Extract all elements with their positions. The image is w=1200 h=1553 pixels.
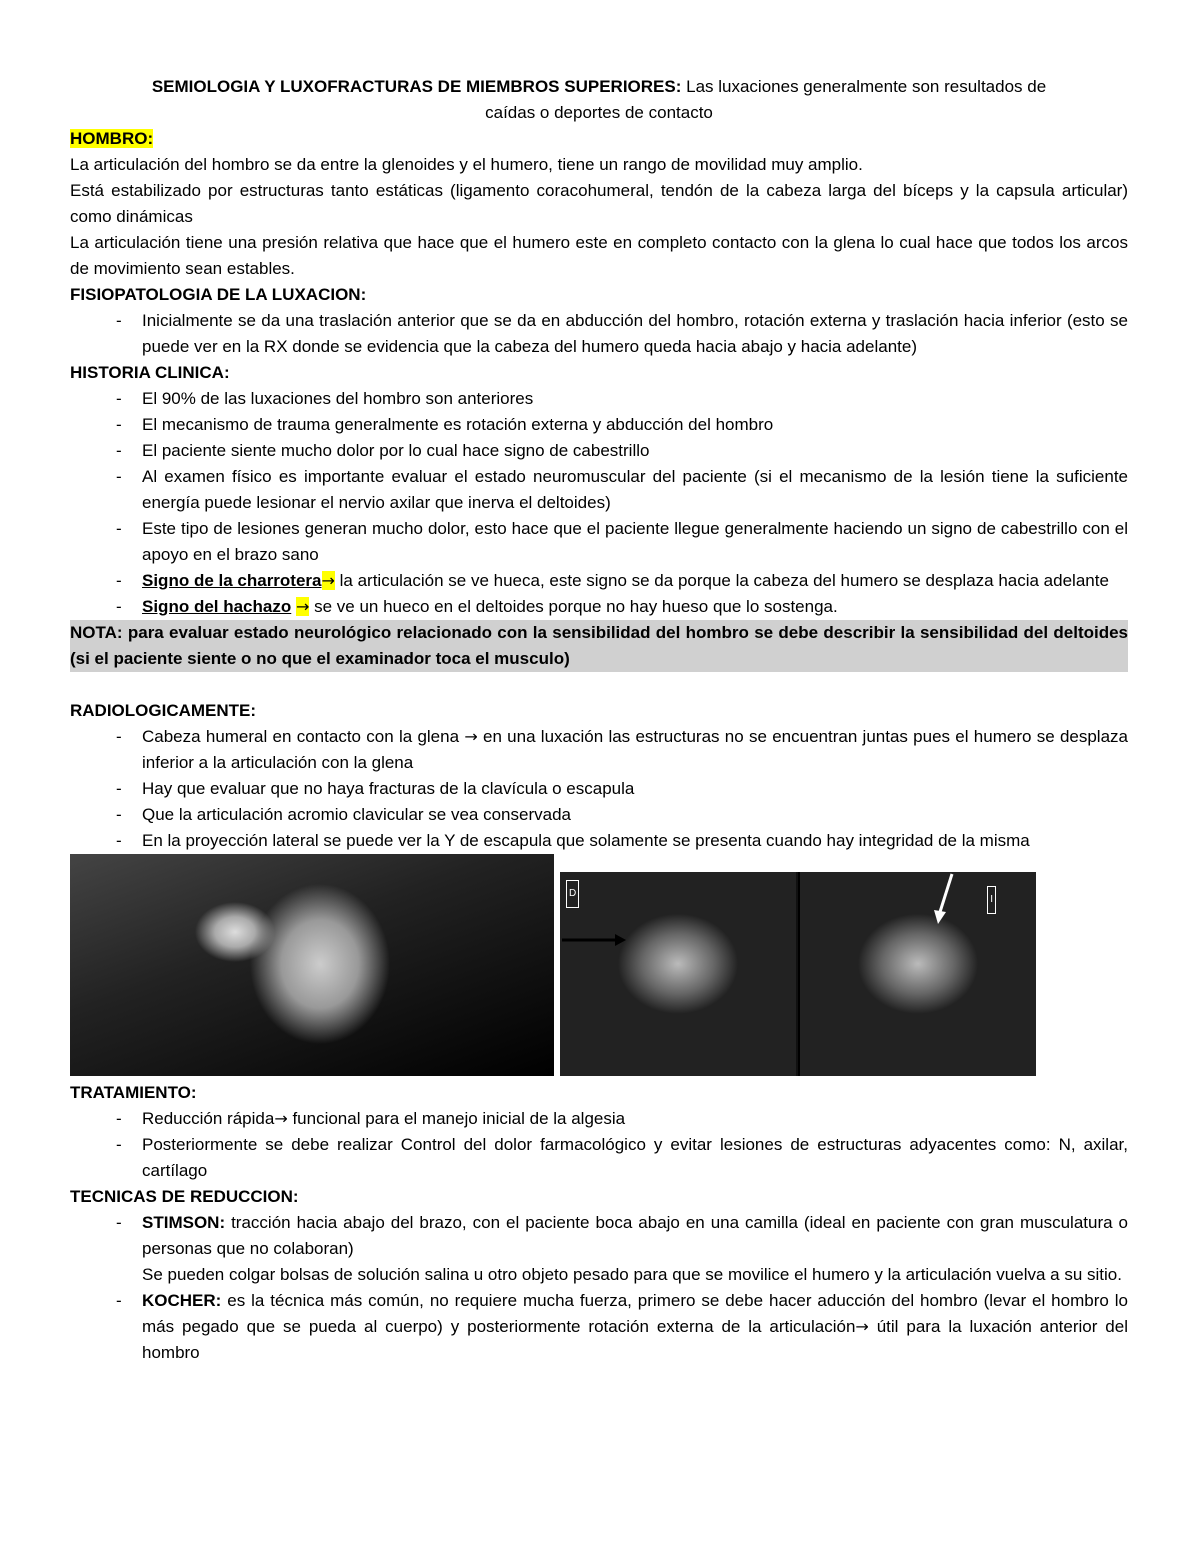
list-item-charrotera: - Signo de la charrotera→ la articulación se ve hueca, este signo se da porque la cabeza del humero se desplaza hacia adelante bbox=[70, 568, 1128, 594]
list-item: - Inicialmente se da una traslación anterior que se da en abducción del hombro, rotación externa y traslación hacia inferior (esto se puede ver en la RX donde se evidencia que la cabeza del humero queda hacia abajo y hacia adelante) bbox=[70, 308, 1128, 360]
hachazo-label: Signo del hachazo bbox=[142, 597, 292, 616]
list-item-stimson: - STIMSON: tracción hacia abajo del brazo, con el paciente boca abajo en una camilla (ideal en paciente con gran musculatura o personas que no colaboran) Se pueden colgar bolsas de solución salina u otro objeto pesado para que se movilice el humero y la articulación vuelva a su sitio. bbox=[70, 1210, 1128, 1288]
list-item: - Este tipo de lesiones generan mucho dolor, esto hace que el paciente llegue generalmente haciendo un signo de cabestrillo con el apoyo en el brazo sano bbox=[70, 516, 1128, 568]
list-item: - Hay que evaluar que no haya fracturas de la clavícula o escapula bbox=[70, 776, 1128, 802]
list-item: - Que la articulación acromio clavicular se vea conservada bbox=[70, 802, 1128, 828]
arrow-right-icon: → bbox=[855, 1317, 869, 1336]
radiologicamente-list bbox=[70, 724, 1128, 854]
document-title bbox=[70, 74, 1128, 126]
list-item-kocher: - KOCHER: es la técnica más común, no requiere mucha fuerza, primero se debe hacer aducción del hombro (levar el hombro lo más pegado que se pueda al cuerpo) y posteriormente rotación externa de la articulación→ útil para la luxación anterior del hombro bbox=[70, 1288, 1128, 1366]
document-content bbox=[70, 74, 1128, 1366]
historia-list bbox=[70, 386, 1128, 620]
xray-images bbox=[70, 854, 1128, 1080]
title-rest-2: caídas o deportes de contacto bbox=[485, 103, 713, 122]
list-item: - El 90% de las luxaciones del hombro son anteriores bbox=[70, 386, 1128, 412]
tecnicas-list bbox=[70, 1210, 1128, 1366]
list-item: - Reducción rápida→ funcional para el manejo inicial de la algesia bbox=[70, 1106, 1128, 1132]
list-item: - Posteriormente se debe realizar Control del dolor farmacológico y evitar lesiones de estructuras adyacentes como: N, axilar, cartílago bbox=[70, 1132, 1128, 1184]
xray-label-left: D bbox=[566, 880, 579, 908]
list-item: - Al examen físico es importante evaluar el estado neuromuscular del paciente (si el mecanismo de la lesión tiene la suficiente energía puede lesionar el nervio axilar que inerva el deltoides) bbox=[70, 464, 1128, 516]
hombro-p2: Está estabilizado por estructuras tanto estáticas (ligamento coracohumeral, tendón de la cabeza larga del bíceps y la capsula articular) como dinámicas bbox=[70, 181, 1128, 226]
charrotera-label: Signo de la charrotera bbox=[142, 571, 322, 590]
arrow-right-icon: → bbox=[274, 1109, 288, 1128]
xray-label-right: I bbox=[987, 886, 996, 914]
arrow-right-icon: → bbox=[295, 597, 310, 616]
nota-box: NOTA: para evaluar estado neurológico relacionado con la sensibilidad del hombro se debe describir la sensibilidad del deltoides (si el paciente siente o no que el examinador toca el musculo) bbox=[70, 620, 1128, 672]
xray-arrows bbox=[560, 872, 1036, 1076]
title-rest-1: Las luxaciones generalmente son resultados de bbox=[681, 77, 1047, 96]
list-item: - El paciente siente mucho dolor por lo cual hace signo de cabestrillo bbox=[70, 438, 1128, 464]
bilateral-shoulder-xray-image bbox=[560, 872, 1036, 1076]
list-item: - Cabeza humeral en contacto con la glena → en una luxación las estructuras no se encuentran juntas pues el humero se desplaza inferior a la articulación con la glena bbox=[70, 724, 1128, 776]
fisiopatologia-heading: FISIOPATOLOGIA DE LA LUXACION: bbox=[70, 285, 367, 304]
hombro-heading: HOMBRO: bbox=[70, 129, 154, 148]
list-item-hachazo: - Signo del hachazo → se ve un hueco en el deltoides porque no hay hueso que lo sostenga. bbox=[70, 594, 1128, 620]
hombro-p3: La articulación tiene una presión relativa que hace que el humero este en completo contacto con la glena lo cual hace que todos los arcos de movimiento sean estables. bbox=[70, 233, 1128, 278]
radiologicamente-heading: RADIOLOGICAMENTE: bbox=[70, 701, 257, 720]
title-bold: SEMIOLOGIA Y LUXOFRACTURAS DE MIEMBROS SUPERIORES: bbox=[151, 77, 682, 96]
fisiopatologia-list bbox=[70, 308, 1128, 360]
tratamiento-list bbox=[70, 1106, 1128, 1184]
arrow-right-icon: → bbox=[321, 571, 335, 590]
historia-heading: HISTORIA CLINICA: bbox=[70, 363, 230, 382]
list-item: - El mecanismo de trauma generalmente es rotación externa y abducción del hombro bbox=[70, 412, 1128, 438]
shoulder-xray-image bbox=[70, 854, 554, 1076]
xray-arrow-down-icon bbox=[940, 874, 952, 912]
arrow-right-icon: → bbox=[464, 727, 478, 746]
tratamiento-heading: TRATAMIENTO: bbox=[70, 1083, 197, 1102]
list-item: - En la proyección lateral se puede ver la Y de escapula que solamente se presenta cuando hay integridad de la misma bbox=[70, 828, 1128, 854]
tecnicas-heading: TECNICAS DE REDUCCION: bbox=[70, 1187, 299, 1206]
hombro-p1: La articulación del hombro se da entre la glenoides y el humero, tiene un rango de movilidad muy amplio. bbox=[70, 155, 863, 174]
